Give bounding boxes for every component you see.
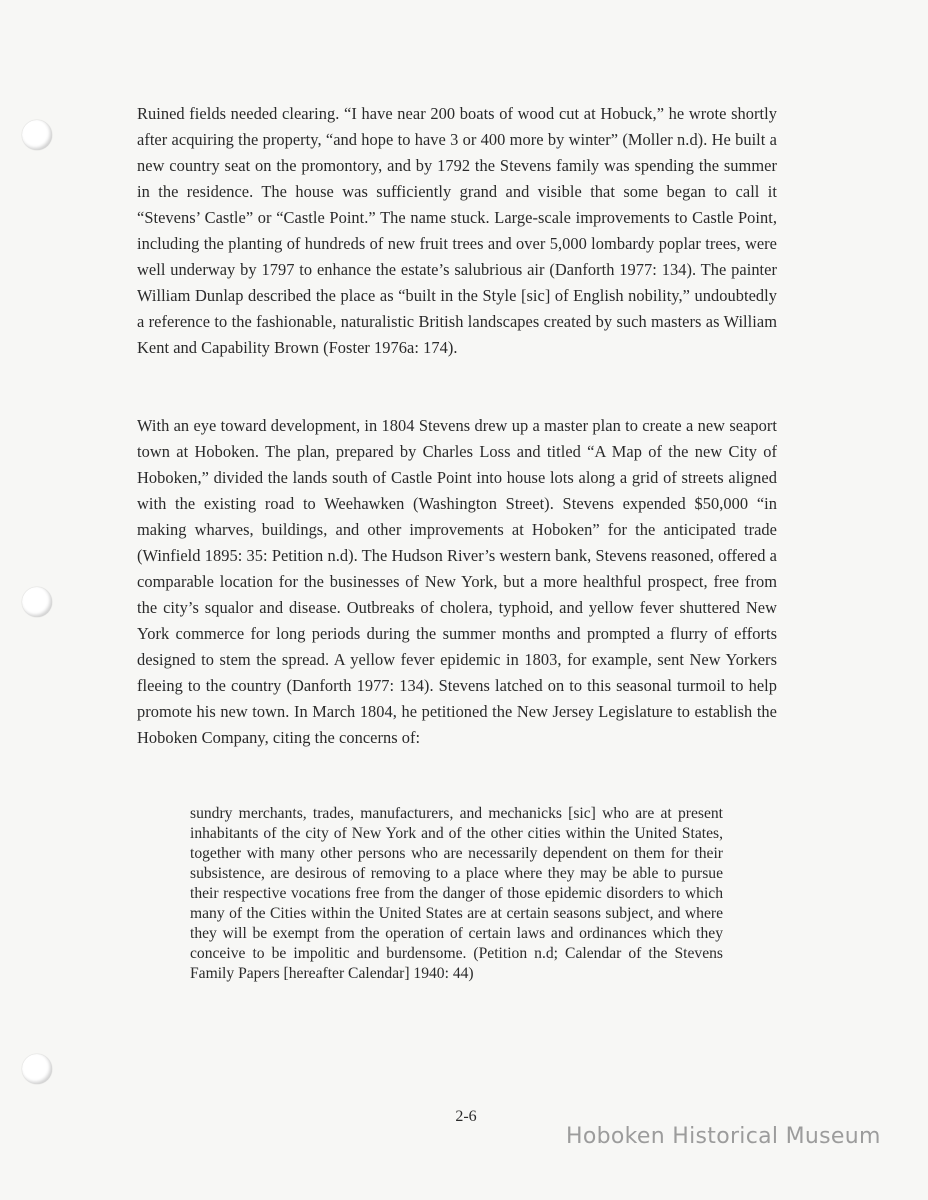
punch-hole-middle bbox=[22, 587, 52, 617]
punch-hole-bottom bbox=[22, 1054, 52, 1084]
block-quote-petition: sundry merchants, trades, manufacturers, and mechanicks [sic] who are at present inhabitants of the city of New York and of the other cities within the United States, together with many other persons who are necessarily dependent on them for their subsistence, are desirous of removing to a place where they may be able to pursue their respective vocations free from the danger of those epidemic disorders to which many of the Cities within the United States are at certain seasons subject, and where they will be exempt from the operation of certain laws and ordinances which they conceive to be impolitic and burdensome. (Petition n.d; Calendar of the Stevens Family Papers [hereafter Calendar] 1940: 44) bbox=[190, 805, 723, 982]
paragraph-castle-point: Ruined fields needed clearing. “I have near 200 boats of wood cut at Hobuck,” he wrote shortly after acquiring the property, “and hope to have 3 or 400 more by winter” (Moller n.d). He built a new country seat on the promontory, and by 1792 the Stevens family was spending the summer in the residence. The house was sufficiently grand and visible that some began to call it “Stevens’ Castle” or “Castle Point.” The name stuck. Large-scale improvements to Castle Point, including the planting of hundreds of new fruit trees and over 5,000 lombardy poplar trees, were well underway by 1797 to enhance the estate’s salubrious air (Danforth 1977: 134). The painter William Dunlap described the place as “built in the Style [sic] of English nobility,” undoubtedly a reference to the fashionable, naturalistic British landscapes created by such masters as William Kent and Capability Brown (Foster 1976a: 174). bbox=[137, 104, 777, 357]
museum-watermark: Hoboken Historical Museum bbox=[566, 1124, 881, 1149]
punch-hole-top bbox=[22, 120, 52, 150]
page-number: 2-6 bbox=[455, 1108, 477, 1125]
paragraph-hoboken-plan: With an eye toward development, in 1804 Stevens drew up a master plan to create a new seaport town at Hoboken. The plan, prepared by Charles Loss and titled “A Map of the new City of Hoboken,” divided the lands south of Castle Point into house lots along a grid of streets aligned with the existing road to Weehawken (Washington Street). Stevens expended $50,000 “in making wharves, buildings, and other improvements at Hoboken” for the anticipated trade (Winfield 1895: 35: Petition n.d). The Hudson River’s western bank, Stevens reasoned, offered a comparable location for the businesses of New York, but a more healthful prospect, free from the city’s squalor and disease. Outbreaks of cholera, typhoid, and yellow fever shuttered New York commerce for long periods during the summer months and prompted a flurry of efforts designed to stem the spread. A yellow fever epidemic in 1803, for example, sent New Yorkers fleeing to the country (Danforth 1977: 134). Stevens latched on to this seasonal turmoil to help promote his new town. In March 1804, he petitioned the New Jersey Legislature to establish the Hoboken Company, citing the concerns of: bbox=[137, 416, 777, 747]
